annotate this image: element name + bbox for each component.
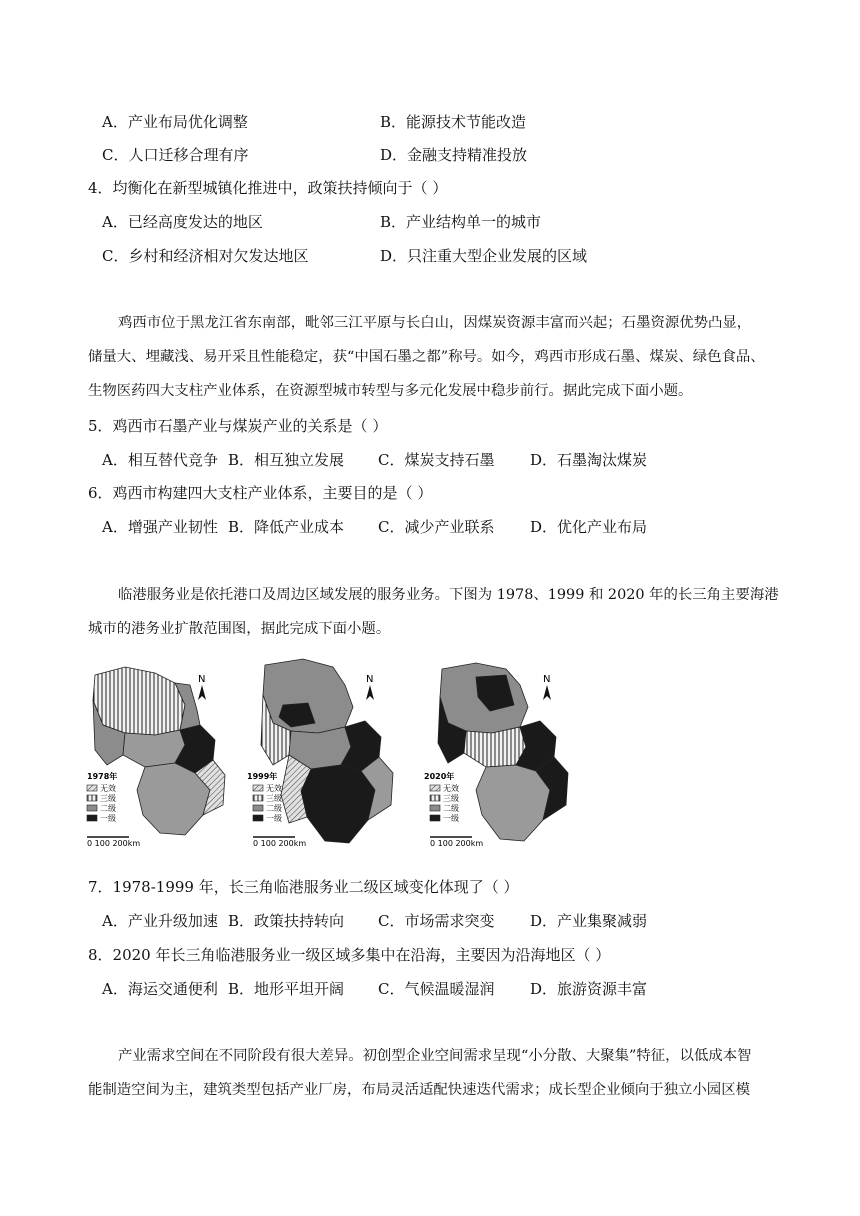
map-year-label: 1978年: [87, 772, 118, 781]
q5-option-a[interactable]: A．相互替代竞争: [102, 451, 218, 469]
q3-option-d[interactable]: D．金融支持精准投放: [380, 146, 528, 164]
q4-option-d[interactable]: D．只注重大型企业发展的区域: [380, 247, 588, 265]
q8-option-a[interactable]: A．海运交通便利: [102, 980, 218, 998]
passage2-line1: 临港服务业是依托港口及周边区域发展的服务业务。下图为 1978、1999 和 2020 年的长三角主要海港: [118, 587, 779, 603]
map-region-center: [464, 727, 526, 767]
q5-option-b[interactable]: B．相互独立发展: [228, 451, 345, 469]
legend-level3-label: 三级: [266, 794, 282, 803]
north-arrow-icon: [366, 685, 374, 700]
north-arrow-label: N: [543, 674, 551, 685]
scale-bar-label: 0 100 200km: [87, 839, 141, 848]
q4-stem: 4．均衡化在新型城镇化推进中，政策扶持倾向于（ ）: [88, 179, 448, 197]
passage2-line2: 城市的港务业扩散范围图，据此完成下面小题。: [88, 621, 391, 637]
q6-stem: 6．鸡西市构建四大支柱产业体系，主要目的是（ ）: [88, 484, 433, 502]
q3-option-c[interactable]: C．人口迁移合理有序: [102, 146, 249, 164]
q8-stem: 8．2020 年长三角临港服务业一级区域多集中在沿海，主要因为沿海地区（ ）: [88, 946, 611, 964]
q5-option-c[interactable]: C．煤炭支持石墨: [378, 451, 495, 469]
legend-none-label: 无效: [100, 784, 116, 793]
q6-option-c[interactable]: C．减少产业联系: [378, 518, 495, 536]
passage1-line1: 鸡西市位于黑龙江省东南部，毗邻三江平原与长白山，因煤炭资源丰富而兴起；石墨资源优势凸显，: [118, 315, 752, 331]
q6-option-b[interactable]: B．降低产业成本: [228, 518, 345, 536]
legend-level3-label: 三级: [100, 794, 116, 803]
legend-level1-label: 一级: [266, 814, 282, 823]
map-region-south: [301, 765, 375, 843]
map-year-label: 2020年: [424, 772, 455, 781]
passage3-line2: 能制造空间为主，建筑类型包括产业厂房，布局灵活适配快速迭代需求；成长型企业倾向于独立小园区模: [88, 1082, 750, 1098]
legend-2020: [430, 783, 483, 848]
q6-option-a[interactable]: A．增强产业韧性: [102, 518, 218, 536]
scale-bar-label: 0 100 200km: [430, 839, 484, 848]
north-arrow-label: N: [198, 674, 206, 685]
legend-level2-label: 二级: [266, 804, 282, 813]
legend-level1-label: 一级: [443, 814, 459, 823]
q7-option-d[interactable]: D．产业集聚减弱: [530, 912, 648, 930]
legend-level1-label: 一级: [100, 814, 116, 823]
q5-option-d[interactable]: D．石墨淘汰煤炭: [530, 451, 648, 469]
legend-none-label: 无效: [443, 784, 459, 793]
north-arrow-icon: [198, 685, 206, 700]
map-region-south: [476, 765, 550, 841]
passage3-line1: 产业需求空间在不同阶段有很大差异。初创型企业空间需求呈现“小分散、大聚集”特征，以低成本智: [118, 1048, 752, 1064]
q6-option-d[interactable]: D．优化产业布局: [530, 518, 648, 536]
passage1-line3: 生物医药四大支柱产业体系，在资源型城市转型与多元化发展中稳步前行。据此完成下面小题。: [88, 383, 693, 399]
north-arrow-icon: [543, 685, 551, 700]
q8-option-b[interactable]: B．地形平坦开阔: [228, 980, 345, 998]
north-arrow-label: N: [366, 674, 374, 685]
q5-stem: 5．鸡西市石墨产业与煤炭产业的关系是（ ）: [88, 417, 388, 435]
passage1-line2: 储量大、埋藏浅、易开采且性能稳定，获“中国石墨之都”称号。如今，鸡西市形成石墨、煤炭、绿色食品、: [88, 349, 765, 365]
q8-option-c[interactable]: C．气候温暖湿润: [378, 980, 495, 998]
q3-option-a[interactable]: A．产业布局优化调整: [102, 113, 248, 131]
legend-level3-label: 三级: [443, 794, 459, 803]
legend-level2-label: 二级: [100, 804, 116, 813]
q7-stem: 7．1978-1999 年，长三角临港服务业二级区域变化体现了（ ）: [88, 878, 519, 896]
legend-1978: [87, 783, 140, 848]
q4-option-b[interactable]: B．产业结构单一的城市: [380, 213, 542, 231]
map-year-label: 1999年: [247, 772, 278, 781]
q7-option-a[interactable]: A．产业升级加速: [102, 912, 218, 930]
q4-option-c[interactable]: C．乡村和经济相对欠发达地区: [102, 247, 309, 265]
port-service-maps-figure: [85, 655, 585, 865]
q8-option-d[interactable]: D．旅游资源丰富: [530, 980, 648, 998]
maps-svg: [85, 655, 585, 865]
scale-bar-label: 0 100 200km: [253, 839, 307, 848]
q7-option-c[interactable]: C．市场需求突变: [378, 912, 495, 930]
q4-option-a[interactable]: A．已经高度发达的地区: [102, 213, 263, 231]
legend-none-label: 无效: [266, 784, 282, 793]
map-region-north: [93, 667, 185, 735]
legend-level2-label: 二级: [443, 804, 459, 813]
q7-option-b[interactable]: B．政策扶持转向: [228, 912, 345, 930]
q3-option-b[interactable]: B．能源技术节能改造: [380, 113, 527, 131]
